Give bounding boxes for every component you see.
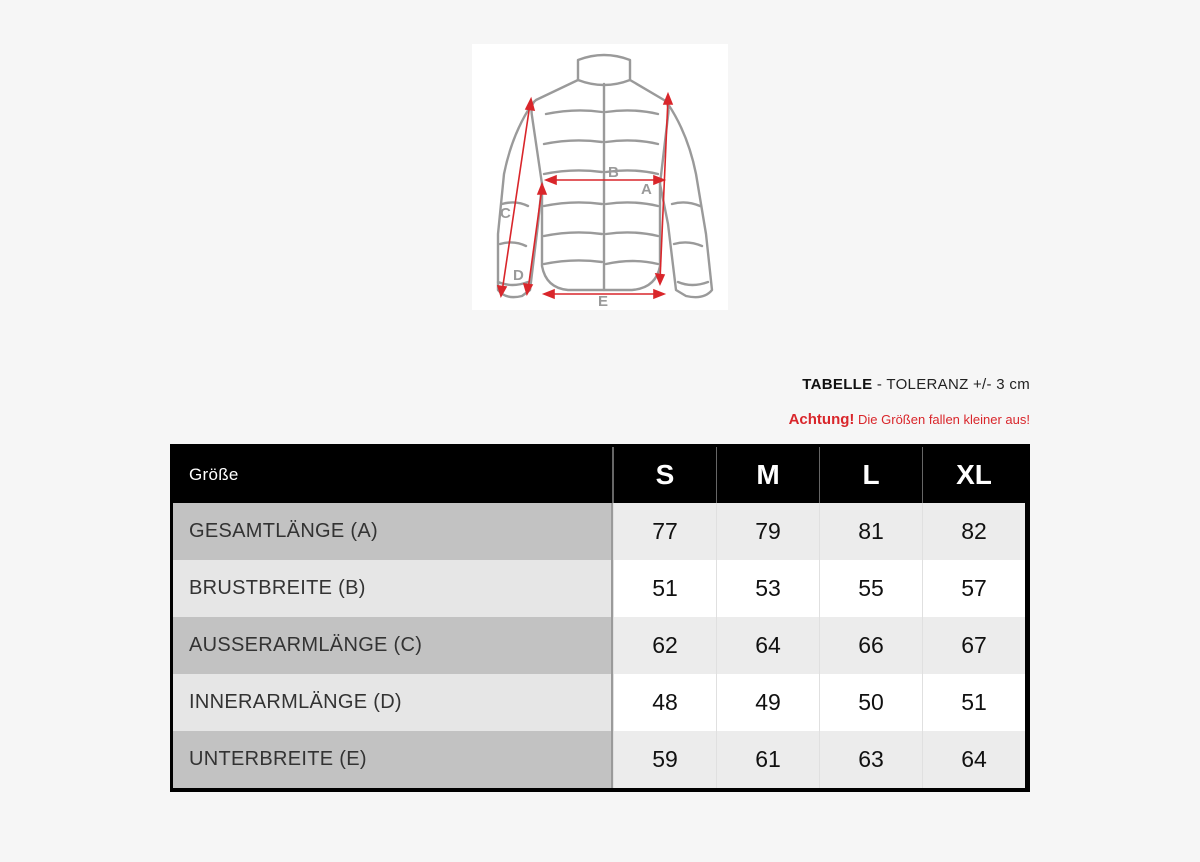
jacket-outline-svg: [472, 44, 728, 310]
table-cell: 82: [922, 503, 1025, 560]
warning-bold: Achtung!: [788, 411, 855, 428]
table-row: [173, 731, 1027, 788]
size-header-xl: XL: [922, 447, 1025, 503]
table-cell: 79: [716, 503, 819, 560]
table-cell: 51: [613, 560, 716, 617]
table-row: [173, 503, 1027, 560]
table-caption: [802, 376, 1030, 393]
size-header-m: M: [716, 447, 819, 503]
size-warning: [789, 411, 1030, 428]
measure-label-e: E: [598, 293, 609, 310]
table-cell: 64: [716, 617, 819, 674]
jacket-measurement-diagram: [472, 44, 728, 310]
row-label: UNTERBREITE (E): [173, 731, 613, 788]
table-row: [173, 560, 1027, 617]
table-cell: 62: [613, 617, 716, 674]
caption-rest: - TOLERANZ +/- 3 cm: [872, 376, 1030, 393]
table-cell: 55: [819, 560, 922, 617]
table-cell: 66: [819, 617, 922, 674]
measure-label-c: C: [500, 205, 511, 222]
table-cell: 49: [716, 674, 819, 731]
table-cell: 77: [613, 503, 716, 560]
table-cell: 61: [716, 731, 819, 788]
table-row: [173, 617, 1027, 674]
table-cell: 63: [819, 731, 922, 788]
table-cell: 67: [922, 617, 1025, 674]
row-label: BRUSTBREITE (B): [173, 560, 613, 617]
table-row: [173, 674, 1027, 731]
table-cell: 59: [613, 731, 716, 788]
measure-label-a: A: [641, 181, 652, 198]
caption-bold: TABELLE: [802, 376, 873, 393]
size-header-s: S: [613, 447, 716, 503]
table-header-row: [173, 447, 1027, 503]
header-label: Größe: [173, 447, 613, 503]
row-label: AUSSERARMLÄNGE (C): [173, 617, 613, 674]
measure-label-b: B: [608, 164, 619, 181]
table-cell: 57: [922, 560, 1025, 617]
row-label: GESAMTLÄNGE (A): [173, 503, 613, 560]
measure-label-d: D: [513, 267, 524, 284]
size-header-l: L: [819, 447, 922, 503]
table-cell: 81: [819, 503, 922, 560]
table-cell: 53: [716, 560, 819, 617]
table-cell: 64: [922, 731, 1025, 788]
warning-rest: Die Größen fallen kleiner aus!: [854, 412, 1030, 427]
table-cell: 50: [819, 674, 922, 731]
row-label: INNERARMLÄNGE (D): [173, 674, 613, 731]
table-cell: 48: [613, 674, 716, 731]
table-cell: 51: [922, 674, 1025, 731]
size-table: [170, 444, 1030, 792]
